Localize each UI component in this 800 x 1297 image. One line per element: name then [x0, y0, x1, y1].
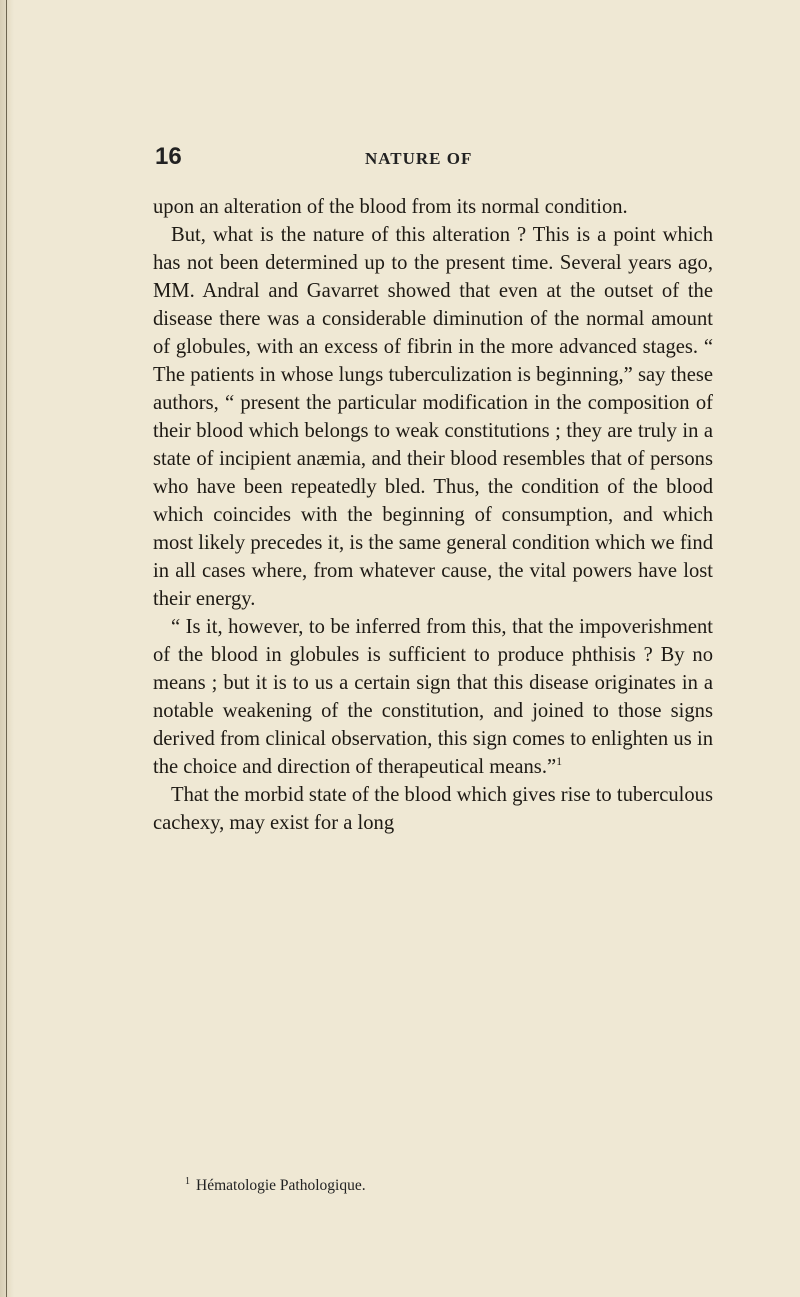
paragraph-3 [153, 613, 713, 781]
paragraph-4 [153, 781, 713, 837]
page-number: 16 [155, 143, 182, 170]
running-head: NATURE OF [365, 149, 473, 168]
page-gutter [0, 0, 14, 1297]
paragraph-text: That the morbid state of the blood which gives rise to tuberculous cachexy, may exist for a long [153, 784, 713, 834]
body-text [153, 193, 713, 837]
paragraph-2 [153, 221, 713, 613]
paragraph-text: upon an alteration of the blood from its normal condition. [153, 196, 628, 218]
paragraph-1 [153, 193, 713, 221]
page-header [155, 143, 645, 179]
paragraph-text: “ Is it, however, to be inferred from this, that the impoverishment of the blood in globules is sufficient to produce phthisis ? By no means ; but it is to us a certain sign that this disease originates in a notable weakening of the constitution, and joined to those signs derived from clinical observation, this sign comes to enlighten us in the choice and direction of therapeutical means.” [153, 616, 713, 778]
footnote-reference: 1 [556, 754, 563, 769]
footnote-mark: 1 [185, 1176, 190, 1187]
footnote-text: Hématologie Pathologique. [196, 1177, 366, 1195]
binding-line [6, 0, 7, 1297]
footnote [153, 1176, 713, 1195]
paragraph-text: But, what is the nature of this alteration ? This is a point which has not been determined up to the present time. Several years ago, MM. Andral and Gavarret showed that even at the outset of the disease there was a considerable diminution of the normal amount of globules, with an excess of fibrin in the more advanced stages. “ The patients in whose lungs tuberculization is beginning,” say these authors, “ present the particular modification in the composition of their blood which belongs to weak constitutions ; they are truly in a state of incipient anæmia, and their blood resembles that of persons who have been repeatedly bled. Thus, the condition of the blood which coincides with the beginning of consumption, and which most likely precedes it, is the same general condition which we find in all cases where, from whatever cause, the vital powers have lost their energy. [153, 224, 713, 610]
